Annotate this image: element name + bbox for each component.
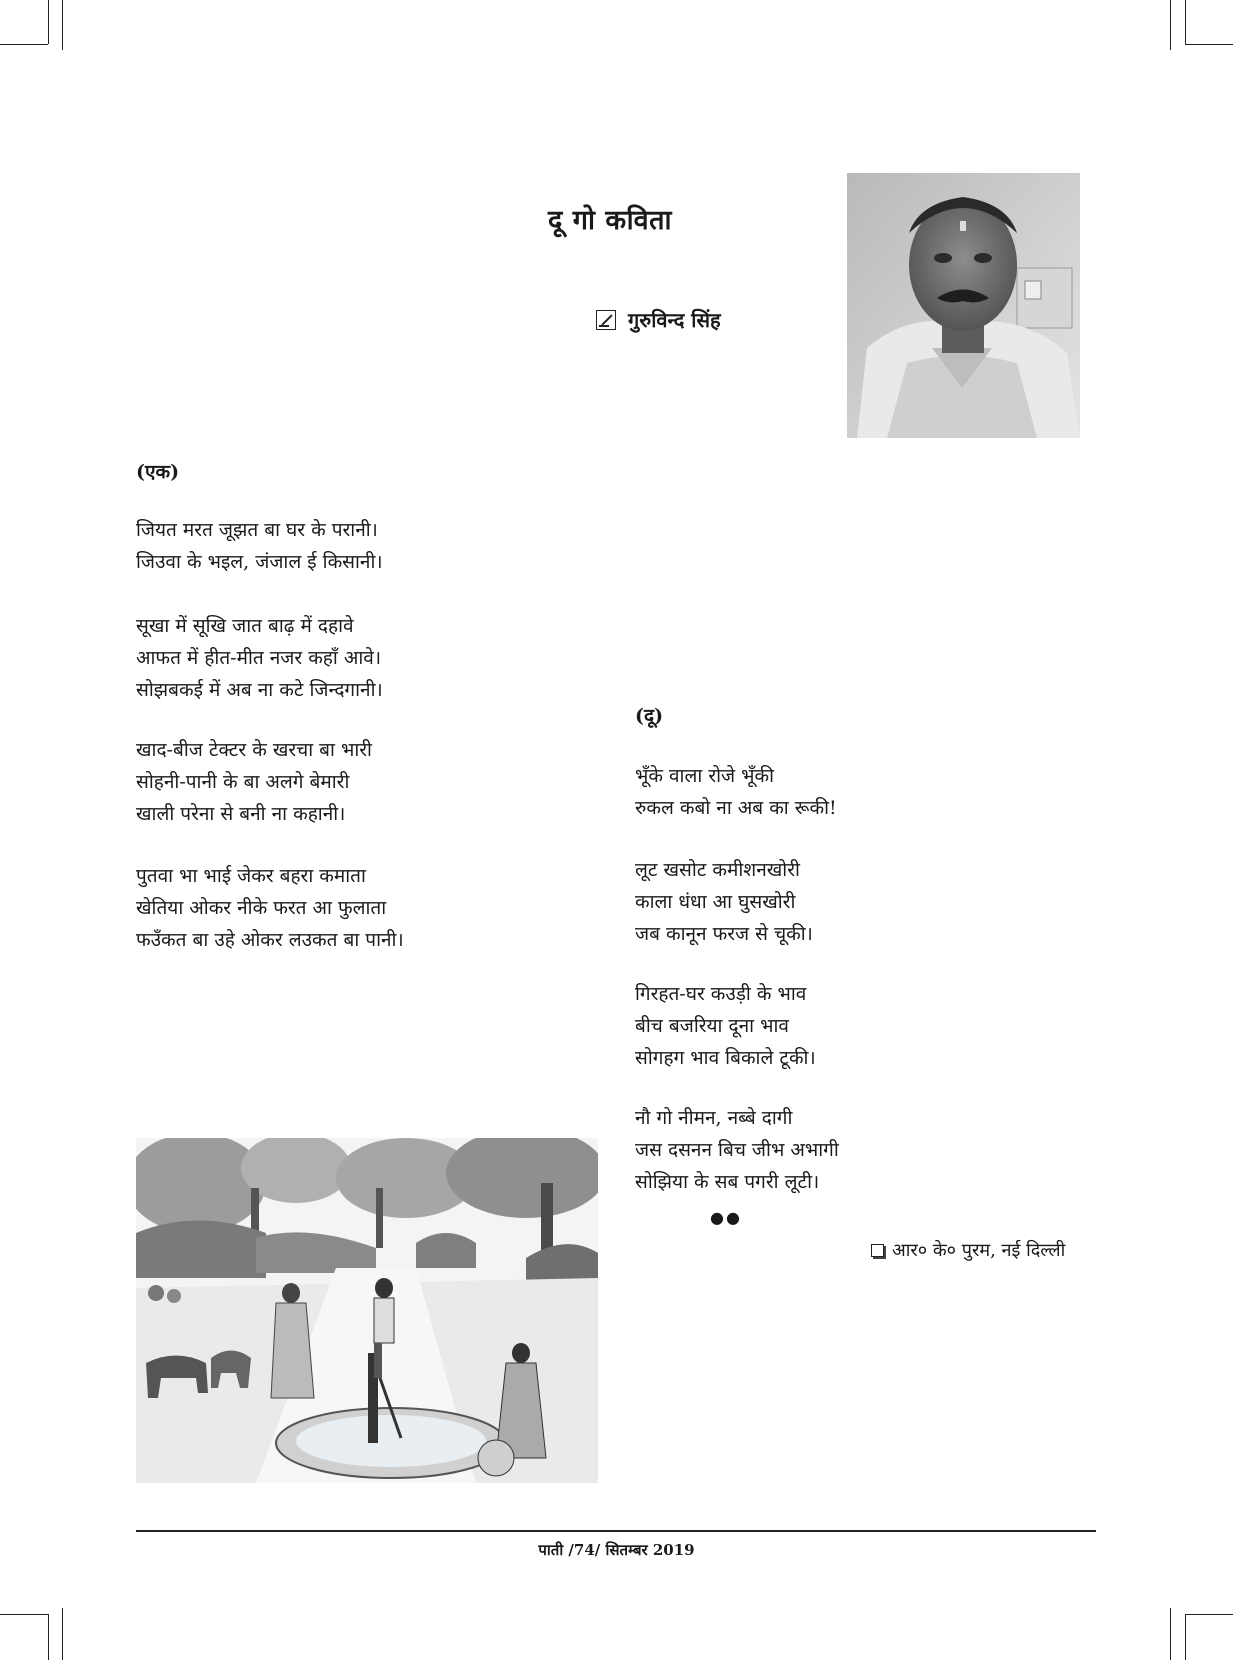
poem-line: फउँकत बा उहे ओकर लउकत बा पानी। [136,929,404,951]
crop-mark [62,0,63,50]
poem-two-stanza [635,760,837,824]
poem-line: सोझिया के सब पगरी लूटी। [635,1171,820,1193]
pen-icon [596,310,616,330]
poem-line: खाद-बीज टेक्टर के खरचा बा भारी [136,739,372,761]
poem-line: सूखा में सूखि जात बाढ़ में दहावे [136,615,354,637]
author-photo [847,173,1080,438]
crop-mark [1185,44,1233,45]
poem-line: गिरहत-घर कउड़ी के भाव [635,983,807,1005]
end-mark: ●● [710,1208,742,1227]
poem-one-stanza [136,514,383,578]
poem-line: काला धंधा आ घुसखोरी [635,891,796,913]
poem-two-stanza [635,978,816,1074]
address-text: आर० के० पुरम, नई दिल्ली [892,1240,1066,1261]
poem-line: भूँके वाला रोजे भूँकी [635,765,775,787]
crop-mark [1185,1614,1233,1615]
poem-line: खेतिया ओकर नीके फरत आ फुलाता [136,897,387,919]
page-title: दू गो कविता [548,205,672,236]
poem-one-stanza [136,860,404,956]
crop-mark [62,1608,63,1660]
poem-line: सोगहग भाव बिकाले टूकी। [635,1047,816,1069]
poem-line: रुकल कबो ना अब का रूकी! [635,797,837,819]
crop-mark [48,1614,49,1660]
poem-one-stanza [136,734,372,830]
crop-mark [1170,0,1171,50]
poem-one-stanza [136,610,383,706]
poem-two-stanza [635,854,813,950]
poem-one-heading: (एक) [136,461,180,483]
poem-line: लूट खसोट कमीशनखोरी [635,859,800,881]
poem-two-stanza [635,1102,839,1198]
poem-line: पुतवा भा भाई जेकर बहरा कमाता [136,865,366,887]
crop-mark [1185,1614,1186,1660]
poem-line: जियत मरत जूझत बा घर के परानी। [136,519,378,541]
poem-line: सोझबकई में अब ना कटे जिन्दगानी। [136,679,383,701]
poem-line: जब कानून फरज से चूकी। [635,923,813,945]
square-icon [871,1244,884,1257]
footer-rule [136,1530,1096,1532]
poem-line: सोहनी-पानी के बा अलगे बेमारी [136,771,350,793]
author-byline [596,306,721,333]
crop-mark [0,44,48,45]
author-name: गुरुविन्द सिंह [628,308,721,332]
poem-line: खाली परेना से बनी ना कहानी। [136,803,346,825]
poem-line: जस दसनन बिच जीभ अभागी [635,1139,839,1161]
crop-mark [48,0,49,44]
crop-mark [1170,1608,1171,1660]
page-footer: पाती /74/ सितम्बर 2019 [538,1541,695,1559]
poem-line: बीच बजरिया दूना भाव [635,1015,789,1037]
poem-two-heading: (दू) [635,705,664,727]
poem-line: नौ गो नीमन, नब्बे दागी [635,1107,793,1129]
crop-mark [1185,0,1186,44]
poem-line: आफत में हीत-मीत नजर कहाँ आवे। [136,647,382,669]
author-address [871,1238,1065,1262]
village-illustration [136,1138,598,1483]
crop-mark [0,1614,48,1615]
poem-line: जिउवा के भइल, जंजाल ई किसानी। [136,551,383,573]
